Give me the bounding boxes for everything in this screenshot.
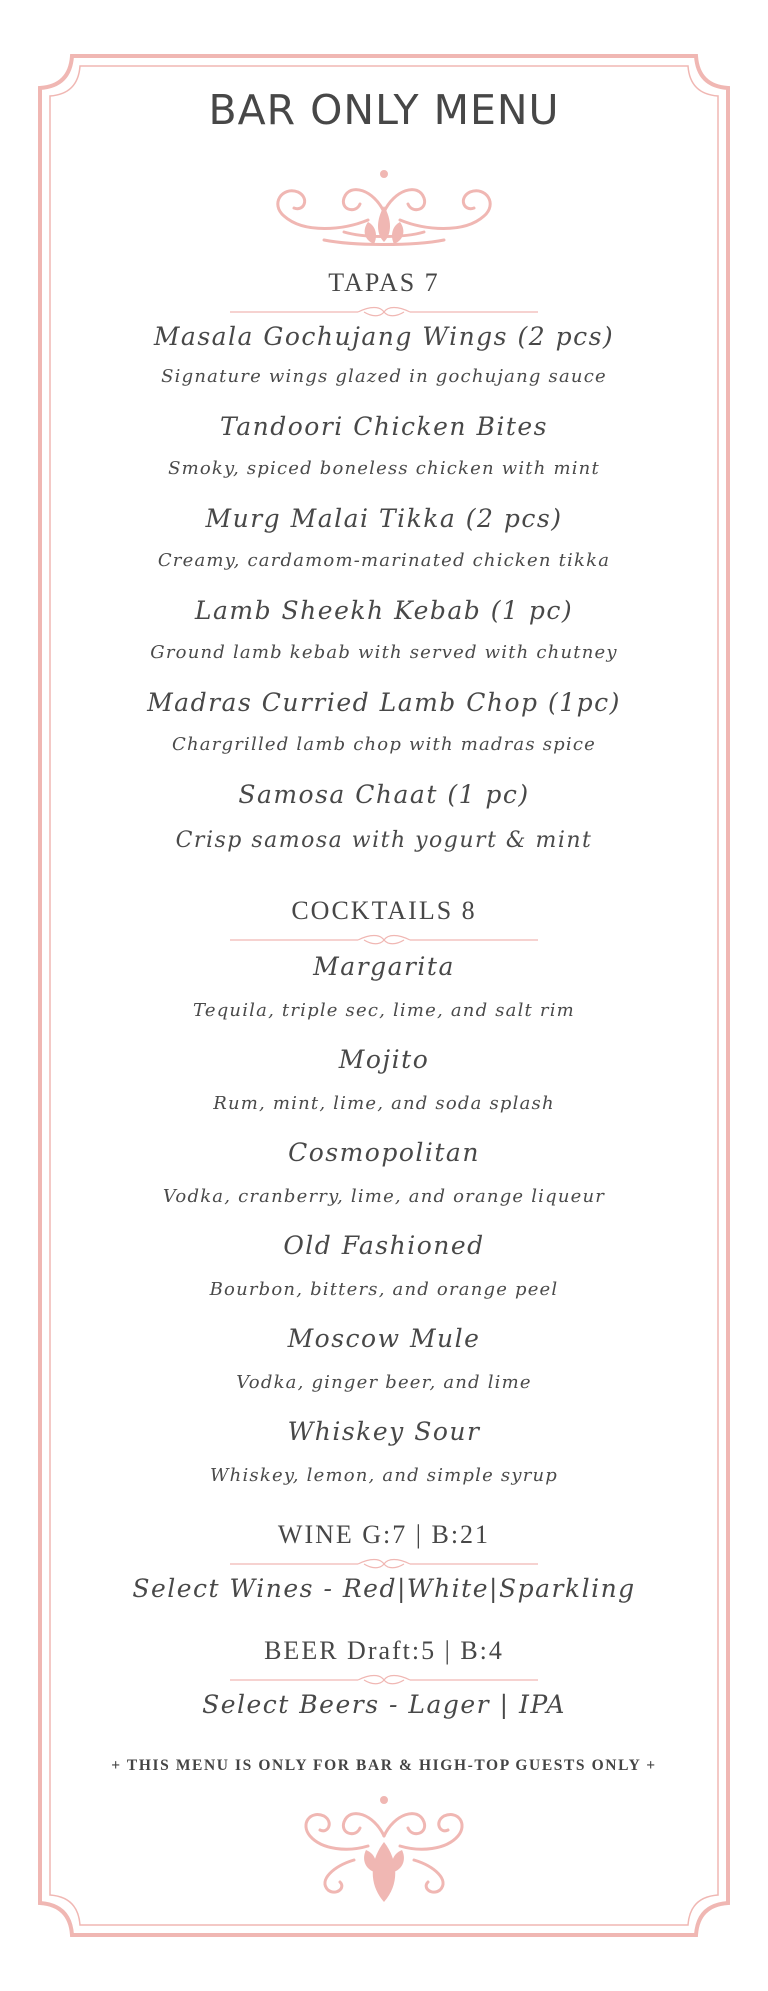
section-heading-tapas: TAPAS 7 bbox=[328, 268, 440, 297]
menu-item-description: Bourbon, bitters, and orange peel bbox=[209, 1279, 559, 1300]
menu-item-name: Moscow Mule bbox=[287, 1324, 481, 1353]
menu-item-name: Cosmopolitan bbox=[288, 1138, 480, 1167]
menu-item-name: Madras Curried Lamb Chop (1pc) bbox=[147, 688, 621, 717]
menu-item-name: Margarita bbox=[313, 952, 455, 981]
menu-item-name: Old Fashioned bbox=[283, 1231, 485, 1260]
menu-item-name: Select Wines - Red|White|Sparkling bbox=[132, 1574, 636, 1603]
menu-item-description: Whiskey, lemon, and simple syrup bbox=[209, 1465, 559, 1486]
flourish-bottom-icon bbox=[294, 1792, 474, 1904]
menu-item-description: Chargrilled lamb chop with madras spice bbox=[172, 734, 596, 755]
menu-item-name: Mojito bbox=[338, 1045, 430, 1074]
menu-item-name: Masala Gochujang Wings (2 pcs) bbox=[153, 322, 615, 351]
menu-item-description: Creamy, cardamom-marinated chicken tikka bbox=[157, 550, 611, 571]
menu-item-name: Tandoori Chicken Bites bbox=[220, 412, 548, 441]
flourish-top-icon bbox=[264, 160, 504, 256]
menu-item-name: Lamb Sheekh Kebab (1 pc) bbox=[194, 596, 574, 625]
divider-flourish-icon bbox=[230, 306, 538, 318]
menu-item-description: Smoky, spiced boneless chicken with mint bbox=[168, 458, 600, 479]
menu-title: BAR ONLY MENU bbox=[208, 86, 560, 134]
divider-flourish-icon bbox=[230, 1558, 538, 1570]
menu-item-name: Whiskey Sour bbox=[287, 1417, 481, 1446]
footer-note: + THIS MENU IS ONLY FOR BAR & HIGH-TOP GUESTS ONLY + bbox=[111, 1757, 657, 1774]
divider-flourish-icon bbox=[230, 934, 538, 946]
section-heading-cocktails: COCKTAILS 8 bbox=[291, 896, 477, 925]
section-heading-beer: BEER Draft:5 | B:4 bbox=[264, 1636, 504, 1665]
menu-item-description: Vodka, ginger beer, and lime bbox=[236, 1372, 532, 1393]
section-heading-wine: WINE G:7 | B:21 bbox=[277, 1520, 491, 1549]
menu-item-name: Murg Malai Tikka (2 pcs) bbox=[205, 504, 563, 533]
menu-item-name: Samosa Chaat (1 pc) bbox=[238, 780, 530, 809]
divider-flourish-icon bbox=[230, 1674, 538, 1686]
menu-item-description: Crisp samosa with yogurt & mint bbox=[175, 828, 593, 853]
menu-item-description: Tequila, triple sec, lime, and salt rim bbox=[193, 1000, 575, 1021]
menu-item-description: Signature wings glazed in gochujang sauce bbox=[161, 366, 607, 387]
menu-item-description: Rum, mint, lime, and soda splash bbox=[213, 1093, 555, 1114]
menu-item-description: Ground lamb kebab with served with chutney bbox=[150, 642, 618, 663]
menu-item-name: Select Beers - Lager | IPA bbox=[202, 1690, 566, 1719]
menu-item-description: Vodka, cranberry, lime, and orange liqueur bbox=[162, 1186, 606, 1207]
